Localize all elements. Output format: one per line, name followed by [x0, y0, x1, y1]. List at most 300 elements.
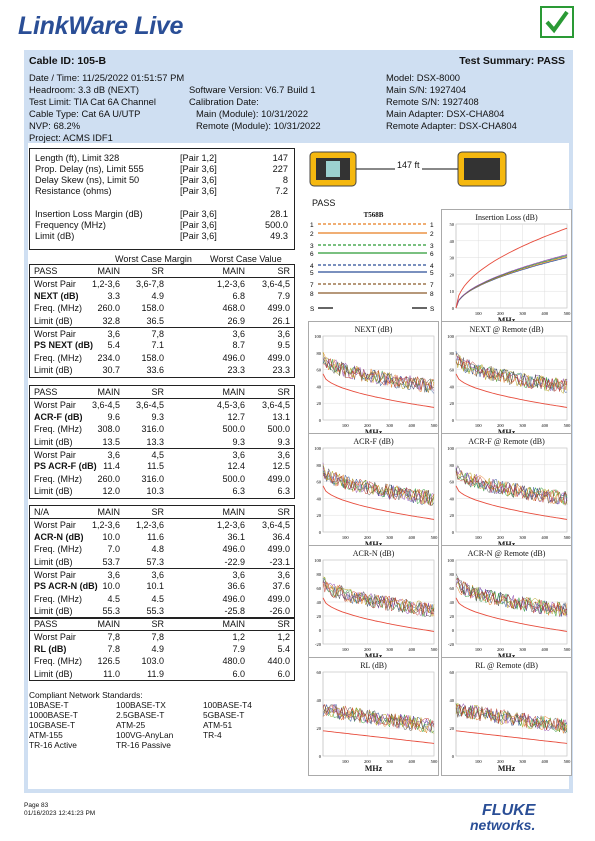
- table-cell: -25.8: [224, 606, 245, 617]
- x-tick: 400: [541, 311, 549, 316]
- table-cell: Limit (dB): [34, 315, 73, 326]
- table-cell: 8.7: [232, 340, 245, 351]
- chart-3: [308, 433, 439, 552]
- table-cell: 1,2: [232, 632, 245, 643]
- y-tick: 80: [316, 350, 321, 356]
- nvp: NVP: 68.2%: [29, 120, 81, 131]
- table-cell: 103.0: [141, 656, 164, 667]
- table-cell: 3,6-4,5: [261, 400, 290, 411]
- table-cell: 7,8: [151, 328, 164, 339]
- table-cell: 32.8: [102, 315, 120, 326]
- model: Model: DSX-8000: [386, 72, 460, 83]
- chart-title: ACR-N (dB): [352, 549, 395, 558]
- project: Project: ACMS IDF1: [29, 132, 113, 143]
- x-tick: 200: [497, 535, 504, 540]
- standard-item: ATM-155: [29, 730, 63, 740]
- table-cell: 3,6: [232, 328, 245, 339]
- table-cell: 260.0: [97, 473, 120, 484]
- table-row: [30, 327, 294, 339]
- table-cell: Limit (dB): [34, 606, 73, 617]
- table-row: [30, 473, 294, 485]
- table-cell: 4,5: [151, 449, 164, 460]
- x-tick: 300: [386, 759, 393, 764]
- table-cell: 6.0: [277, 668, 290, 679]
- y-tick: 60: [316, 479, 321, 485]
- table-cell: 7.0: [107, 544, 120, 555]
- table-row: [30, 655, 294, 667]
- datetime: Date / Time: 11/25/2022 01:51:57 PM: [29, 72, 185, 83]
- table-cell: 316.0: [141, 473, 164, 484]
- standard-item: TR-4: [203, 730, 222, 740]
- pin-right: 6: [430, 251, 434, 258]
- table-row: [30, 386, 294, 398]
- table-cell: 55.3: [146, 606, 164, 617]
- table-row: [30, 436, 294, 448]
- table-cell: 499.0: [267, 303, 290, 314]
- print-date: 01/16/2023 12:41:23 PM: [24, 810, 96, 817]
- series-line: [456, 471, 567, 503]
- x-tick: 300: [386, 647, 393, 652]
- table-cell: SR: [151, 507, 164, 517]
- table-cell: 10.0: [102, 531, 120, 542]
- table-row: [30, 460, 294, 472]
- table-cell: 3,6: [232, 569, 245, 580]
- table-cell: 36.6: [227, 581, 245, 592]
- chart-8: [441, 657, 572, 776]
- table-row: [30, 580, 294, 592]
- table-cell: 12.5: [272, 461, 290, 472]
- pin-right: 4: [430, 263, 434, 270]
- x-tick: 100: [474, 535, 482, 540]
- table-cell: 9.3: [277, 436, 290, 447]
- table-cell: SR: [151, 266, 164, 276]
- pin-left: S: [310, 306, 315, 313]
- tester-diagram: [308, 148, 570, 192]
- series-line: [456, 257, 567, 308]
- pin-left: 3: [310, 243, 314, 250]
- y-tick: 0: [451, 306, 454, 311]
- table-cell: 53.7: [102, 556, 120, 567]
- wc-value-label: Worst Case Value: [210, 254, 282, 264]
- table-cell: MAIN: [97, 387, 120, 397]
- y-tick: 60: [449, 479, 454, 485]
- table-cell: 3,6-4,5: [261, 520, 290, 531]
- summary-cell: Prop. Delay (ns), Limit 555: [35, 164, 144, 174]
- summary-cell: [Pair 3,6]: [180, 231, 217, 241]
- limit-line: [323, 374, 434, 408]
- report-header: [24, 50, 573, 143]
- table-cell: SR: [277, 266, 290, 276]
- table-cell: 499.0: [267, 352, 290, 363]
- table-cell: 12.4: [227, 461, 245, 472]
- table-cell: 3,6: [277, 569, 290, 580]
- standards-title: Compliant Network Standards:: [29, 690, 143, 700]
- calibration-date: Calibration Date:: [189, 96, 259, 107]
- table-cell: 6.3: [277, 486, 290, 497]
- y-tick: 80: [316, 572, 321, 577]
- summary-cell: [Pair 3,6]: [180, 220, 217, 230]
- summary-cell: [Pair 3,6]: [180, 164, 217, 174]
- y-tick: 40: [449, 238, 454, 244]
- y-tick: 40: [449, 384, 454, 390]
- chart-title: NEXT (dB): [354, 325, 393, 334]
- x-tick: 300: [519, 535, 526, 540]
- wiremap: [308, 209, 439, 320]
- table-cell: 9.5: [277, 340, 290, 351]
- x-tick: 200: [364, 647, 371, 652]
- y-tick: 0: [318, 754, 321, 759]
- limit-line: [456, 731, 567, 744]
- summary-cell: Insertion Loss Margin (dB): [35, 209, 143, 219]
- y-tick: 80: [449, 462, 454, 468]
- standard-item: 10GBASE-T: [29, 720, 76, 730]
- y-tick: 20: [449, 272, 454, 278]
- table-cell: 6.3: [232, 486, 245, 497]
- results-table: [29, 385, 295, 499]
- table-cell: 496.0: [222, 593, 245, 604]
- table-cell: 12.7: [227, 411, 245, 422]
- x-tick: 400: [408, 647, 416, 652]
- table-cell: PASS: [34, 266, 58, 276]
- pin-left: 4: [310, 263, 314, 270]
- table-cell: Worst Pair: [34, 569, 76, 580]
- summary-cell: 49.3: [270, 231, 288, 241]
- x-tick: 200: [497, 423, 504, 428]
- series-line: [456, 255, 567, 308]
- table-row: [30, 290, 294, 302]
- y-tick: 100: [314, 446, 321, 451]
- table-cell: RL (dB): [34, 643, 67, 654]
- table-cell: 499.0: [267, 593, 290, 604]
- pin-left: 2: [310, 231, 314, 238]
- table-row: [30, 277, 294, 289]
- table-cell: 57.3: [146, 556, 164, 567]
- table-cell: MAIN: [222, 507, 245, 517]
- y-tick: 10: [449, 289, 454, 295]
- table-cell: -23.1: [269, 556, 290, 567]
- table-cell: 30.7: [102, 365, 120, 376]
- table-cell: Freq. (MHz): [34, 544, 82, 555]
- table-cell: 1,2-3,6: [216, 279, 245, 290]
- table-cell: 9.6: [107, 411, 120, 422]
- table-cell: 4.5: [107, 593, 120, 604]
- table-cell: Worst Pair: [34, 632, 76, 643]
- table-cell: 1,2-3,6: [91, 520, 120, 531]
- table-cell: 440.0: [267, 656, 290, 667]
- x-tick: 500: [563, 535, 571, 540]
- table-cell: 7,8: [151, 632, 164, 643]
- wiremap-result: PASS: [312, 198, 336, 208]
- chart-title: ACR-F (dB): [353, 437, 394, 446]
- table-cell: Limit (dB): [34, 365, 73, 376]
- table-cell: Worst Pair: [34, 328, 76, 339]
- table-row: [30, 605, 294, 617]
- table-row: [30, 593, 294, 605]
- table-cell: 55.3: [102, 606, 120, 617]
- table-row: [30, 630, 294, 642]
- table-cell: 6.0: [232, 668, 245, 679]
- table-cell: PASS: [34, 387, 58, 397]
- remote-adapter: Remote Adapter: DSX-CHA804: [386, 120, 517, 131]
- chart-xlabel: MHz: [497, 764, 516, 773]
- x-tick: 500: [430, 647, 438, 652]
- table-cell: 3,6: [277, 328, 290, 339]
- y-tick: 20: [449, 513, 454, 519]
- table-cell: 468.0: [222, 303, 245, 314]
- table-cell: 316.0: [141, 424, 164, 435]
- summary-cell: 227: [272, 164, 288, 174]
- table-row: [30, 315, 294, 327]
- cal-main: Main (Module): 10/31/2022: [196, 108, 309, 119]
- x-tick: 500: [430, 423, 438, 428]
- table-cell: 9.3: [232, 436, 245, 447]
- standard-item: ATM-25: [116, 720, 146, 730]
- y-tick: -20: [315, 642, 321, 647]
- table-cell: 10.1: [146, 581, 164, 592]
- summary-cell: Limit (dB): [35, 231, 75, 241]
- table-cell: PS NEXT (dB): [34, 340, 94, 351]
- y-tick: 60: [316, 586, 321, 591]
- table-row: [30, 518, 294, 530]
- table-cell: SR: [277, 619, 290, 629]
- table-cell: 26.9: [227, 315, 245, 326]
- table-cell: NEXT (dB): [34, 290, 79, 301]
- table-cell: 3,6: [107, 569, 120, 580]
- table-cell: 11.0: [103, 668, 120, 679]
- chart-title: ACR-F @ Remote (dB): [468, 437, 545, 446]
- main-adapter: Main Adapter: DSX-CHA804: [386, 108, 505, 119]
- y-tick: 60: [449, 670, 454, 675]
- table-cell: N/A: [34, 507, 50, 517]
- table-row: [30, 568, 294, 580]
- table-row: [30, 543, 294, 555]
- chart-title: NEXT @ Remote (dB): [469, 325, 544, 334]
- test-limit: Test Limit: TIA Cat 6A Channel: [29, 96, 156, 107]
- table-cell: 1,2-3,6: [91, 279, 120, 290]
- y-tick: 20: [449, 726, 454, 731]
- table-cell: 1,2: [277, 632, 290, 643]
- standard-item: 5GBASE-T: [203, 710, 245, 720]
- x-tick: 300: [519, 311, 526, 316]
- summary-cell: 8: [282, 175, 288, 185]
- x-tick: 300: [519, 759, 526, 764]
- table-cell: 3,6-7,8: [135, 279, 164, 290]
- chart-title: RL @ Remote (dB): [475, 661, 538, 670]
- standard-item: TR-16 Active: [29, 740, 77, 750]
- table-cell: MAIN: [222, 619, 245, 629]
- chart-2: [441, 321, 572, 440]
- pass-check-icon: [540, 6, 574, 38]
- chart-title: ACR-N @ Remote (dB): [467, 549, 546, 558]
- wc-margin-label: Worst Case Margin: [115, 254, 192, 264]
- x-tick: 200: [364, 535, 371, 540]
- table-row: [30, 398, 294, 410]
- pin-left: 1: [310, 222, 314, 229]
- chart-1: [308, 321, 439, 440]
- table-cell: 13.1: [272, 411, 290, 422]
- summary-cell: Resistance (ohms): [35, 186, 112, 196]
- y-tick: 50: [449, 222, 454, 227]
- table-cell: 7.1: [151, 340, 164, 351]
- y-tick: 0: [318, 628, 321, 633]
- y-tick: 100: [447, 446, 454, 451]
- pin-left: 8: [310, 291, 314, 298]
- summary-cell: [Pair 3,6]: [180, 186, 217, 196]
- y-tick: -20: [448, 642, 454, 647]
- x-tick: 400: [541, 423, 549, 428]
- table-cell: Freq. (MHz): [34, 352, 82, 363]
- chart-6: [441, 545, 572, 664]
- standard-item: 1000BASE-T: [29, 710, 78, 720]
- y-tick: 40: [316, 600, 321, 605]
- table-cell: 23.3: [227, 365, 245, 376]
- table-cell: PS ACR-F (dB): [34, 461, 97, 472]
- cable-length: 147 ft: [397, 160, 420, 170]
- x-tick: 100: [474, 311, 482, 316]
- table-cell: 4,5-3,6: [216, 400, 245, 411]
- pin-right: 2: [430, 231, 434, 238]
- table-cell: 3,6: [107, 328, 120, 339]
- table-cell: 33.6: [146, 365, 164, 376]
- table-cell: 3,6: [232, 449, 245, 460]
- table-cell: 7.8: [107, 643, 120, 654]
- standard-item: 2.5GBASE-T: [116, 710, 165, 720]
- summary-cell: [Pair 1,2]: [180, 153, 217, 163]
- table-cell: 234.0: [97, 352, 120, 363]
- chart-xlabel: MHz: [364, 764, 383, 773]
- x-tick: 400: [541, 759, 549, 764]
- table-row: [30, 302, 294, 314]
- cal-remote: Remote (Module): 10/31/2022: [196, 120, 321, 131]
- x-tick: 200: [497, 759, 504, 764]
- table-cell: Worst Pair: [34, 400, 76, 411]
- x-tick: 500: [430, 535, 438, 540]
- x-tick: 400: [408, 759, 416, 764]
- x-tick: 300: [519, 647, 526, 652]
- table-cell: 3,6-4,5: [135, 400, 164, 411]
- x-tick: 100: [474, 759, 482, 764]
- table-cell: 10.0: [102, 581, 120, 592]
- pin-right: 1: [430, 222, 434, 229]
- table-cell: 4.9: [151, 290, 164, 301]
- linkware-live-logo: LinkWare Live: [18, 12, 184, 40]
- pin-left: 6: [310, 251, 314, 258]
- chart-0: [441, 209, 572, 328]
- summary-cell: Length (ft), Limit 328: [35, 153, 120, 163]
- y-tick: 20: [316, 726, 321, 731]
- table-cell: 1,2-3,6: [216, 520, 245, 531]
- table-row: [30, 668, 294, 680]
- pin-left: 7: [310, 282, 314, 289]
- y-tick: 40: [316, 698, 321, 703]
- y-tick: 100: [314, 558, 321, 563]
- table-cell: MAIN: [97, 266, 120, 276]
- y-tick: 60: [316, 367, 321, 373]
- standard-item: 100BASE-TX: [116, 700, 166, 710]
- table-cell: 11.9: [147, 668, 164, 679]
- standard-item: 100VG-AnyLan: [116, 730, 174, 740]
- y-tick: 40: [316, 496, 321, 502]
- table-cell: 3.3: [107, 290, 120, 301]
- wiremap-title: T568B: [363, 211, 384, 219]
- standard-item: TR-16 Passive: [116, 740, 171, 750]
- limit-line: [456, 228, 567, 308]
- table-cell: 308.0: [97, 424, 120, 435]
- table-cell: ACR-N (dB): [34, 531, 84, 542]
- table-cell: 3,6: [151, 569, 164, 580]
- y-tick: 20: [449, 401, 454, 407]
- table-cell: 496.0: [222, 352, 245, 363]
- x-tick: 500: [430, 759, 438, 764]
- limit-line: [323, 731, 434, 744]
- table-row: [30, 423, 294, 435]
- chart-5: [308, 545, 439, 664]
- y-tick: 100: [447, 334, 454, 339]
- cable-id: Cable ID: 105-B: [29, 55, 107, 67]
- table-cell: MAIN: [97, 507, 120, 517]
- series-line: [456, 256, 567, 308]
- y-tick: 0: [318, 418, 321, 423]
- standard-item: 10BASE-T: [29, 700, 69, 710]
- table-cell: 1,2-3,6: [135, 520, 164, 531]
- table-cell: 496.0: [222, 544, 245, 555]
- table-cell: Freq. (MHz): [34, 303, 82, 314]
- table-cell: 499.0: [267, 544, 290, 555]
- table-cell: 500.0: [267, 424, 290, 435]
- y-tick: 20: [316, 614, 321, 619]
- y-tick: 60: [449, 367, 454, 373]
- table-cell: 3,6: [107, 449, 120, 460]
- y-tick: 80: [316, 462, 321, 468]
- table-cell: 11.4: [103, 461, 120, 472]
- table-cell: 13.5: [102, 436, 120, 447]
- table-cell: PASS: [34, 619, 58, 629]
- table-cell: 10.3: [146, 486, 164, 497]
- summary-box: [29, 148, 295, 250]
- cable-type: Cable Type: Cat 6A U/UTP: [29, 108, 141, 119]
- y-tick: 60: [316, 670, 321, 675]
- x-tick: 500: [563, 647, 571, 652]
- table-cell: 158.0: [141, 303, 164, 314]
- table-row: [30, 448, 294, 460]
- table-cell: MAIN: [97, 619, 120, 629]
- table-cell: Limit (dB): [34, 436, 73, 447]
- x-tick: 300: [386, 535, 393, 540]
- table-cell: 7.9: [277, 290, 290, 301]
- y-tick: 40: [449, 698, 454, 703]
- y-tick: 80: [449, 350, 454, 356]
- pin-right: 3: [430, 243, 434, 250]
- table-cell: MAIN: [222, 387, 245, 397]
- series-line: [456, 258, 567, 308]
- standard-item: 100BASE-T4: [203, 700, 252, 710]
- y-tick: 40: [449, 496, 454, 502]
- pin-left: 5: [310, 270, 314, 277]
- results-table: [29, 505, 295, 619]
- y-tick: 0: [451, 418, 454, 423]
- table-row: [30, 411, 294, 423]
- table-cell: 500.0: [222, 424, 245, 435]
- y-tick: 40: [316, 384, 321, 390]
- x-tick: 200: [497, 647, 504, 652]
- x-tick: 200: [497, 311, 504, 316]
- table-cell: 12.0: [102, 486, 120, 497]
- chart-title: Insertion Loss (dB): [475, 213, 538, 222]
- x-tick: 500: [563, 423, 571, 428]
- table-cell: SR: [151, 619, 164, 629]
- table-cell: Freq. (MHz): [34, 656, 82, 667]
- table-cell: Limit (dB): [34, 486, 73, 497]
